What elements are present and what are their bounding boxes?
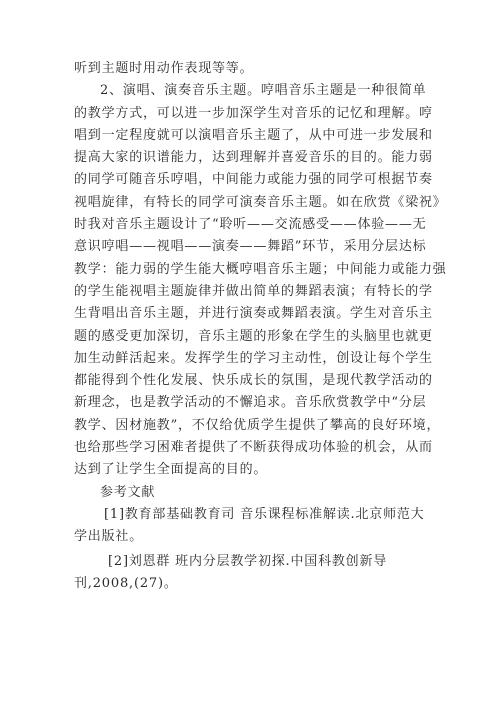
reference-item [74,504,454,549]
reference-line: 学出版社。 [74,529,144,545]
body-line: 达到了让学生全面提高的目的。 [74,462,268,478]
reference-line: 刊,2008,(27)。 [74,575,178,591]
body-line: 教学：能力弱的学生能大概哼唱音乐主题；中间能力或能力强 [74,261,447,277]
body-line: 教学、因材施教”，不仅给优质学生提供了攀高的良好环境， [74,417,441,433]
references-heading: 参考文献 [100,484,156,500]
body-line: 都能得到个性化发展、快乐成长的氛围，是现代教学活动的 [74,373,433,389]
reference-line: [2]刘恩群 班内分层教学初探.中国科教创新导 [108,553,388,569]
body-line: 意识哼唱——视唱——演奏——舞蹈”环节，采用分层达标 [74,239,427,255]
reference-item [74,551,454,596]
body-line: 题的感受更加深切，音乐主题的形象在学生的头脑里也就更 [74,328,433,344]
body-line: 生背唱出音乐主题，并进行演奏或舞蹈表演。学生对音乐主 [74,306,433,322]
body-line: 的教学方式，可以进一步加深学生对音乐的记忆和理解。哼 [74,105,433,121]
body-line: 视唱旋律，有特长的同学可演奏音乐主题。如在欣赏《梁祝》 [74,194,447,210]
section-heading-line: 2、演唱、演奏音乐主题。哼唱音乐主题是一种很简单 [100,83,427,99]
document-page [74,58,454,595]
body-line: 听到主题时用动作表现等等。 [74,61,254,76]
reference-line: [1]教育部基础教育司 音乐课程标准解读.北京师范大 [104,506,425,522]
body-line: 新理念，也是教学活动的不懈追求。音乐欣赏教学中“分层 [74,395,427,411]
body-line: 加生动鲜活起来。发挥学生的学习主动性，创设让每个学生 [74,350,433,366]
body-line: 唱到一定程度就可以演唱音乐主题了，从中可进一步发展和 [74,127,433,143]
body-line: 的学生能视唱主题旋律并做出简单的舞蹈表演；有特长的学 [74,283,433,299]
body-line: 时我对音乐主题设计了“聆听——交流感受——体验——无 [74,217,427,233]
body-line: 提高大家的识谱能力，达到理解并喜爱音乐的目的。能力弱 [74,150,433,166]
body-line: 也给那些学习困难者提供了不断获得成功体验的机会，从而 [74,440,433,456]
body-line: 的同学可随音乐哼唱，中间能力或能力强的同学可根据节奏 [74,172,433,188]
